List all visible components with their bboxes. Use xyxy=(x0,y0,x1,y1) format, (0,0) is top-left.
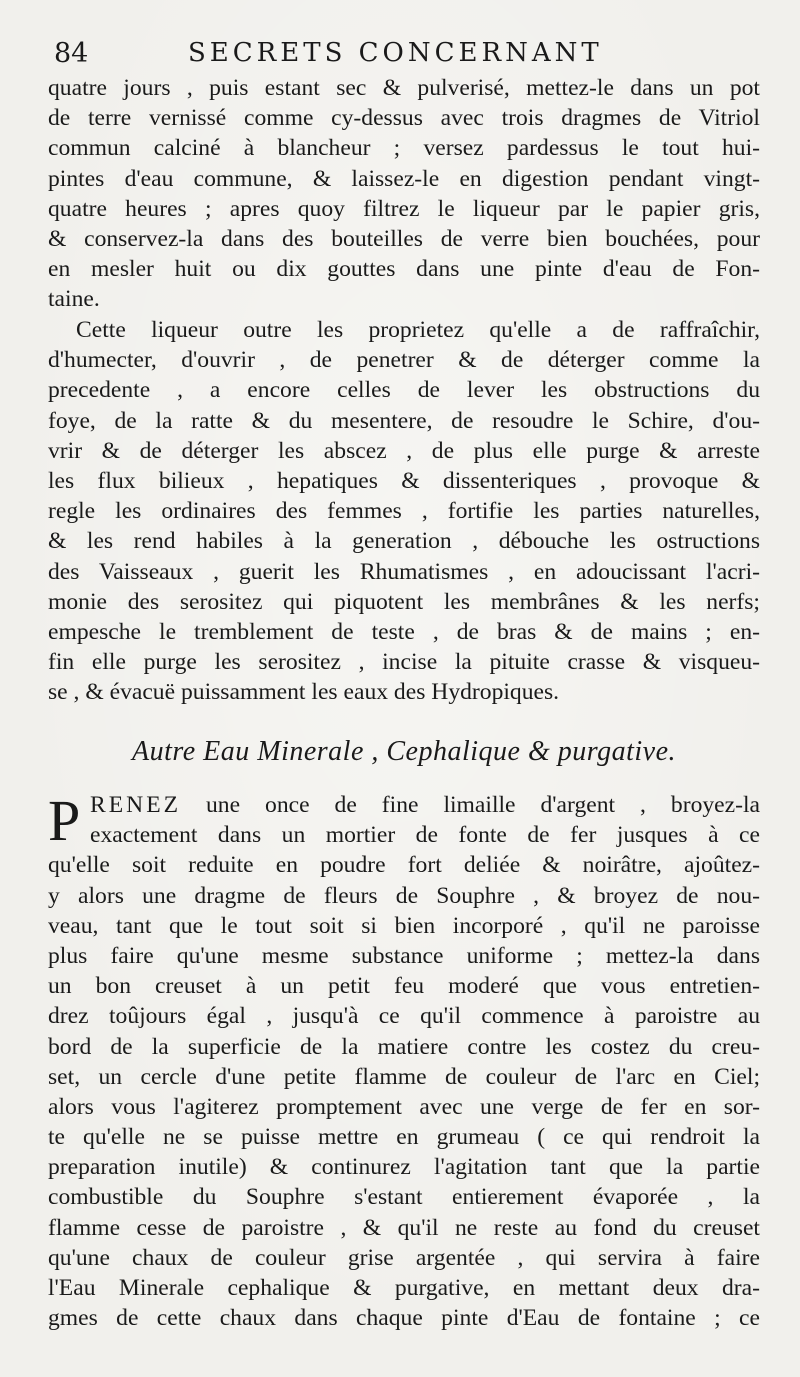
text-line: qu'elle soit reduite en poudre fort deliée & noirâtre, ajoûtez- xyxy=(48,852,760,879)
text-line: & les rend habiles à la generation , débouche les ostructions xyxy=(48,528,760,555)
text-line: qu'une chaux de couleur grise argentée , qui servira à faire xyxy=(48,1244,760,1271)
drop-cap: P xyxy=(48,788,81,853)
page-header xyxy=(48,38,760,74)
text-line: foye, de la ratte & du mesentere, de resoudre le Schire, d'ou- xyxy=(48,407,760,434)
text-line: commun calciné à blancheur ; versez pardessus le tout hui- xyxy=(48,135,760,162)
text-line: se , & évacuë puissamment les eaux des Hydropiques. xyxy=(48,679,560,706)
text-line: un bon creuset à un petit feu moderé que vous entretien- xyxy=(48,973,760,1000)
text-line: regle les ordinaires des femmes , fortifie les parties naturelles, xyxy=(48,498,760,525)
text-line: l'Eau Minerale cephalique & purgative, en mettant deux dra- xyxy=(48,1275,760,1301)
text-line: monie des serositez qui piquotent les membrânes & les nerfs; xyxy=(48,588,760,615)
text-line: Cette liqueur outre les proprietez qu'elle a de raffraîchir, xyxy=(76,317,760,343)
paragraph-3 xyxy=(48,790,760,1333)
text-line: les flux bilieux , hepatiques & dissenteriques , provoque & xyxy=(48,467,760,494)
lead-word: RENEZ xyxy=(90,792,182,818)
text-line: set, un cercle d'une petite flamme de couleur de l'arc en Ciel; xyxy=(48,1063,760,1090)
text-line: en mesler huit ou dix gouttes dans une pinte d'eau de Fon- xyxy=(48,256,760,283)
text-line: drez toûjours égal , jusqu'à ce qu'il commence à paroistre au xyxy=(48,1003,760,1030)
text-line: des Vaisseaux , guerit les Rhumatismes , en adoucissant l'acri- xyxy=(48,558,760,585)
section-heading: Autre Eau Minerale , Cephalique & purgative. xyxy=(131,736,677,767)
paragraph-1 xyxy=(48,73,760,315)
text-line: veau, tant que le tout soit si bien incorporé , qu'il ne paroisse xyxy=(48,912,760,939)
text-line: precedente , a encore celles de lever les obstructions du xyxy=(48,377,760,404)
text-line: de terre vernissé comme cy-dessus avec trois dragmes de Vitriol xyxy=(48,105,760,132)
text-line: taine. xyxy=(48,286,100,313)
text-line: d'humecter, d'ouvrir , de penetrer & de déterger comme la xyxy=(48,347,760,374)
text-line: empesche le tremblement de teste , de bras & de mains ; en- xyxy=(48,618,760,645)
text-line: te qu'elle ne se puisse mettre en grumeau ( ce qui rendroit la xyxy=(48,1124,760,1151)
paragraph-2 xyxy=(48,315,760,707)
text-line: quatre jours , puis estant sec & pulverisé, mettez-le dans un pot xyxy=(48,75,760,101)
text-line: y alors une dragme de fleurs de Souphre , & broyez de nou- xyxy=(48,882,760,909)
text-line: plus faire qu'une mesme substance uniforme ; mettez-la dans xyxy=(48,942,760,969)
text-line: fin elle purge les serositez , incise la pituite crasse & visqueu- xyxy=(48,649,760,676)
text-line: quatre heures ; apres quoy filtrez le liqueur par le papier gris, xyxy=(48,195,760,222)
page-number: 84 xyxy=(54,38,89,69)
text-line: exactement dans un mortier de fonte de fer jusques à ce xyxy=(90,822,760,849)
text-line: gmes de cette chaux dans chaque pinte d'Eau de fontaine ; ce xyxy=(48,1305,760,1332)
text-line: vrir & de déterger les abscez , de plus elle purge & arreste xyxy=(48,437,760,464)
text-line xyxy=(48,790,760,820)
text-line: & conservez-la dans des bouteilles de verre bien bouchées, pour xyxy=(48,225,760,252)
running-title: SECRETS CONCERNANT xyxy=(188,38,603,68)
text-line: combustible du Souphre s'estant entierement évaporée , la xyxy=(48,1184,760,1211)
text-line-rest: une once de fine limaille d'argent , broyez-la xyxy=(181,792,760,818)
text-line: preparation inutile) & continurez l'agitation tant que la partie xyxy=(48,1154,760,1181)
text-line: pintes d'eau commune, & laissez-le en digestion pendant vingt- xyxy=(48,165,760,192)
text-line: flamme cesse de paroistre , & qu'il ne reste au fond du creuset xyxy=(48,1214,760,1241)
text-line: bord de la superficie de la matiere contre les costez du creu- xyxy=(48,1033,760,1060)
text-line: alors vous l'agiterez promptement avec une verge de fer en sor- xyxy=(48,1093,760,1120)
